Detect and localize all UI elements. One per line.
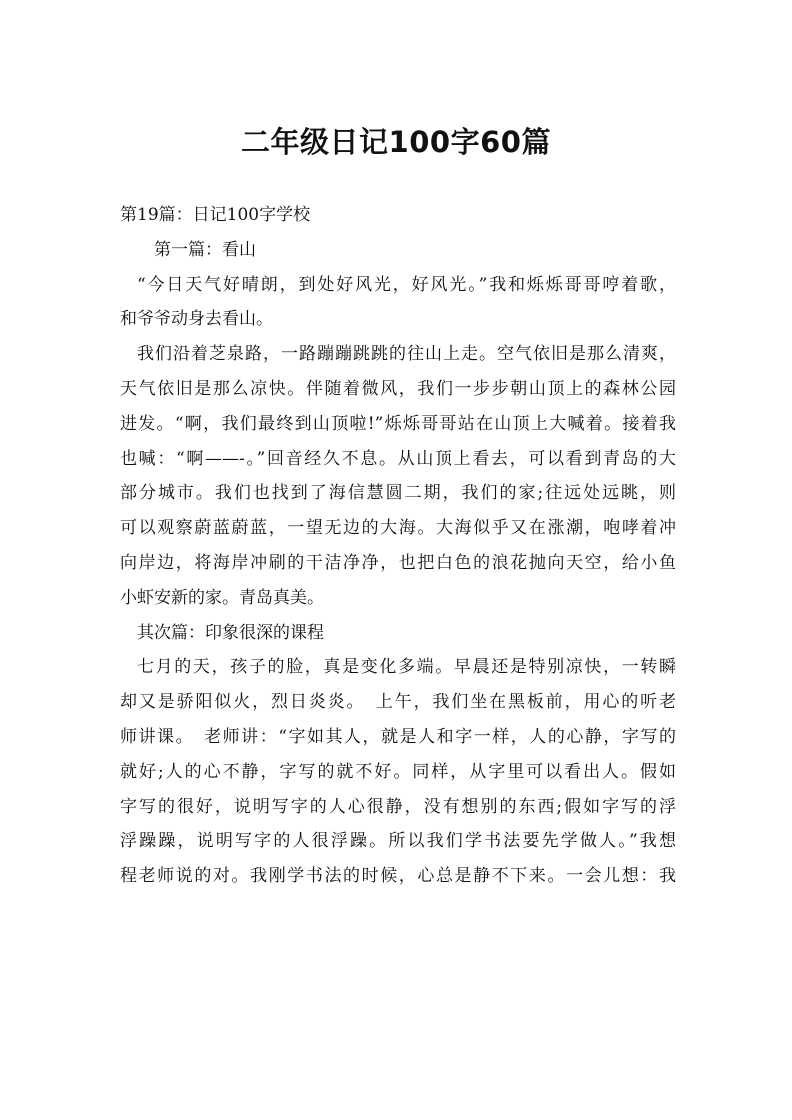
text-line: “今日天气好晴朗，到处好风光，好风光。”我和烁烁哥哥哼着歌， bbox=[137, 274, 676, 295]
document-body bbox=[120, 198, 676, 894]
text-line: 字写的很好，说明写字的人心很静，没有想别的东西;假如字写的浮 bbox=[120, 796, 676, 817]
text-line: 七月的天，孩子的脸，真是变化多端。早晨还是特别凉快，一转瞬 bbox=[137, 657, 676, 678]
text-line: 浮躁躁，说明写字的人很浮躁。所以我们学书法要先学做人。”我想 bbox=[120, 831, 676, 852]
text-line: 程老师说的对。我刚学书法的时候，心总是静不下来。一会儿想：我 bbox=[120, 866, 676, 887]
text-line: 向岸边，将海岸冲刷的干洁净净，也把白色的浪花抛向天空，给小鱼 bbox=[120, 552, 676, 573]
text-line: 可以观察蔚蓝蔚蓝，一望无边的大海。大海似乎又在涨潮，咆哮着冲 bbox=[120, 518, 676, 539]
text-line: 部分城市。我们也找到了海信慧圆二期，我们的家;往远处远眺，则 bbox=[120, 483, 676, 504]
text-line: 也喊：“啊——-。”回音经久不息。从山顶上看去，可以看到青岛的大 bbox=[120, 448, 676, 469]
text-line: 和爷爷动身去看山。 bbox=[120, 309, 273, 330]
text-line: 天气依旧是那么凉快。伴随着微风，我们一步步朝山顶上的森林公园 bbox=[120, 378, 676, 399]
article-heading-line: 第一篇：看山 bbox=[154, 239, 256, 260]
text-line: 小虾安新的家。青岛真美。 bbox=[120, 587, 324, 608]
text-line: 师讲课。 老师讲：“字如其人，就是人和字一样，人的心静，字写的 bbox=[120, 726, 676, 747]
text-line: 就好;人的心不静，字写的就不好。同样，从字里可以看出人。假如 bbox=[120, 761, 676, 782]
paragraph-lines bbox=[120, 233, 676, 894]
text-line: 我们沿着芝泉路，一路蹦蹦跳跳的往山上走。空气依旧是那么清爽， bbox=[137, 344, 676, 365]
section-heading: 第19篇：日记100字学校 bbox=[120, 205, 311, 225]
text-line: 却又是骄阳似火，烈日炎炎。 上午，我们坐在黑板前，用心的听老 bbox=[120, 692, 676, 713]
document-title: 二年级日记100字60篇 bbox=[241, 125, 551, 159]
text-line: 进发。“啊，我们最终到山顶啦!”烁烁哥哥站在山顶上大喊着。接着我 bbox=[120, 413, 676, 434]
article-heading-line: 其次篇：印象很深的课程 bbox=[137, 622, 324, 643]
